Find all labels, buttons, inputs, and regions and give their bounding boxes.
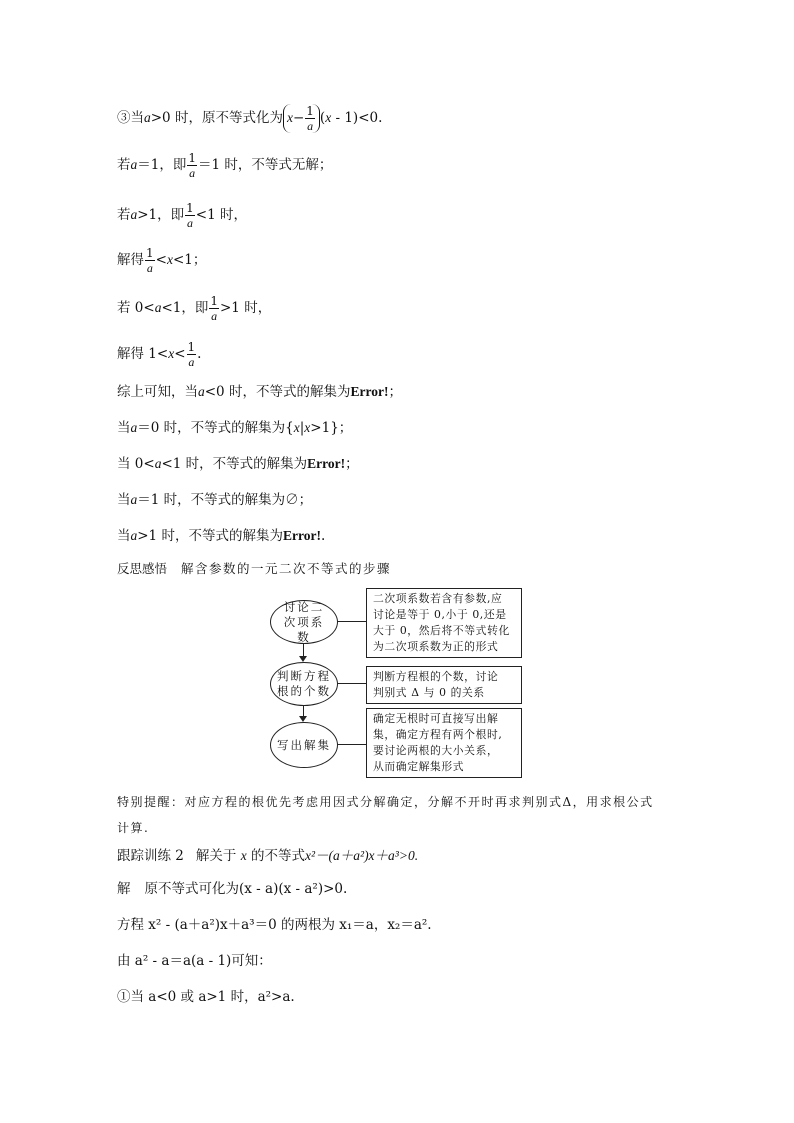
case-0-lt-a-lt-1-line: 若 0<a<1，即 $\frac{1}{a}$ >1 时， bbox=[117, 294, 272, 323]
solution-line-3: 由 a² - a＝a(a - 1)可知： bbox=[117, 953, 272, 969]
connector bbox=[337, 683, 366, 684]
connector bbox=[303, 643, 304, 657]
fraction: $\frac{1}{a}$ bbox=[306, 104, 314, 133]
connector bbox=[337, 744, 366, 745]
special-reminder-line-1: 特别提醒：对应方程的根优先考虑用因式分解确定，分解不开时再求判别式Δ，用求根公式 bbox=[117, 795, 654, 809]
summary-line-1: 综上可知，当a<0 时，不等式的解集为Error!； bbox=[117, 384, 402, 400]
special-reminder-line-2: 计算. bbox=[117, 821, 150, 835]
flow-box-1: 二次项系数若含有参数,应 讨论是等于 0,小于 0,还是 大于 0，然后将不等式转化 为二次项系数为正的形式 bbox=[366, 588, 522, 658]
fraction: $\frac{1}{a}$ bbox=[187, 340, 196, 369]
flow-oval-2: 判断方程根的个数 bbox=[270, 662, 338, 706]
fraction: $\frac{1}{a}$ bbox=[188, 151, 196, 180]
solution-a-gt-1-line: 解得 $\frac{1}{a}$ <x<1； bbox=[117, 246, 207, 275]
fraction: $\frac{1}{a}$ bbox=[210, 294, 218, 323]
summary-line-4: 当a＝1 时，不等式的解集为∅； bbox=[117, 492, 313, 508]
summary-line-3: 当 0<a<1 时，不等式的解集为Error!； bbox=[117, 456, 359, 472]
reflection-heading: 反思感悟 解含参数的一元二次不等式的步骤 bbox=[117, 561, 392, 576]
paren-group: x− $\frac{1}{a}$ bbox=[283, 104, 320, 133]
summary-line-5: 当a>1 时，不等式的解集为Error!. bbox=[117, 528, 326, 544]
fraction: $\frac{1}{a}$ bbox=[146, 246, 154, 275]
solution-line-2: 方程 x² - (a＋a²)x＋a³＝0 的两根为 x₁＝a，x₂＝a². bbox=[117, 917, 432, 933]
practice-line: 跟踪训练 2 解关于 x 的不等式x²－(a＋a²)x＋a³>0. bbox=[117, 848, 419, 864]
case-a-gt-1-line: 若a>1，即 $\frac{1}{a}$ <1 时， bbox=[117, 201, 247, 230]
case-a-eq-1-line: 若a＝1，即 $\frac{1}{a}$ ＝1 时，不等式无解； bbox=[117, 151, 333, 180]
summary-line-2: 当a＝0 时，不等式的解集为{x|x>1}； bbox=[117, 420, 353, 436]
connector bbox=[337, 621, 366, 622]
case3-line: ③当a>0 时，原不等式化为 x− $\frac{1}{a}$ (x - 1)<0. bbox=[117, 104, 383, 133]
flow-oval-1: 讨论二次项系数 bbox=[270, 600, 338, 644]
solution-line-4: ①当 a<0 或 a>1 时，a²>a. bbox=[117, 989, 295, 1005]
solution-line-1: 解 原不等式可化为(x - a)(x - a²)>0. bbox=[117, 881, 348, 897]
flow-box-2: 判断方程根的个数，讨论 判别式 Δ 与 0 的关系 bbox=[366, 666, 522, 704]
solution-0-lt-a-lt-1-line: 解得 1<x< $\frac{1}{a}$ . bbox=[117, 340, 202, 369]
fraction: $\frac{1}{a}$ bbox=[186, 201, 194, 230]
flow-oval-3: 写出解集 bbox=[270, 722, 338, 768]
flow-box-3: 确定无根时可直接写出解 集，确定方程有两个根时, 要讨论两根的大小关系， 从而确定解集形式 bbox=[366, 708, 522, 778]
steps-flowchart bbox=[270, 588, 530, 778]
